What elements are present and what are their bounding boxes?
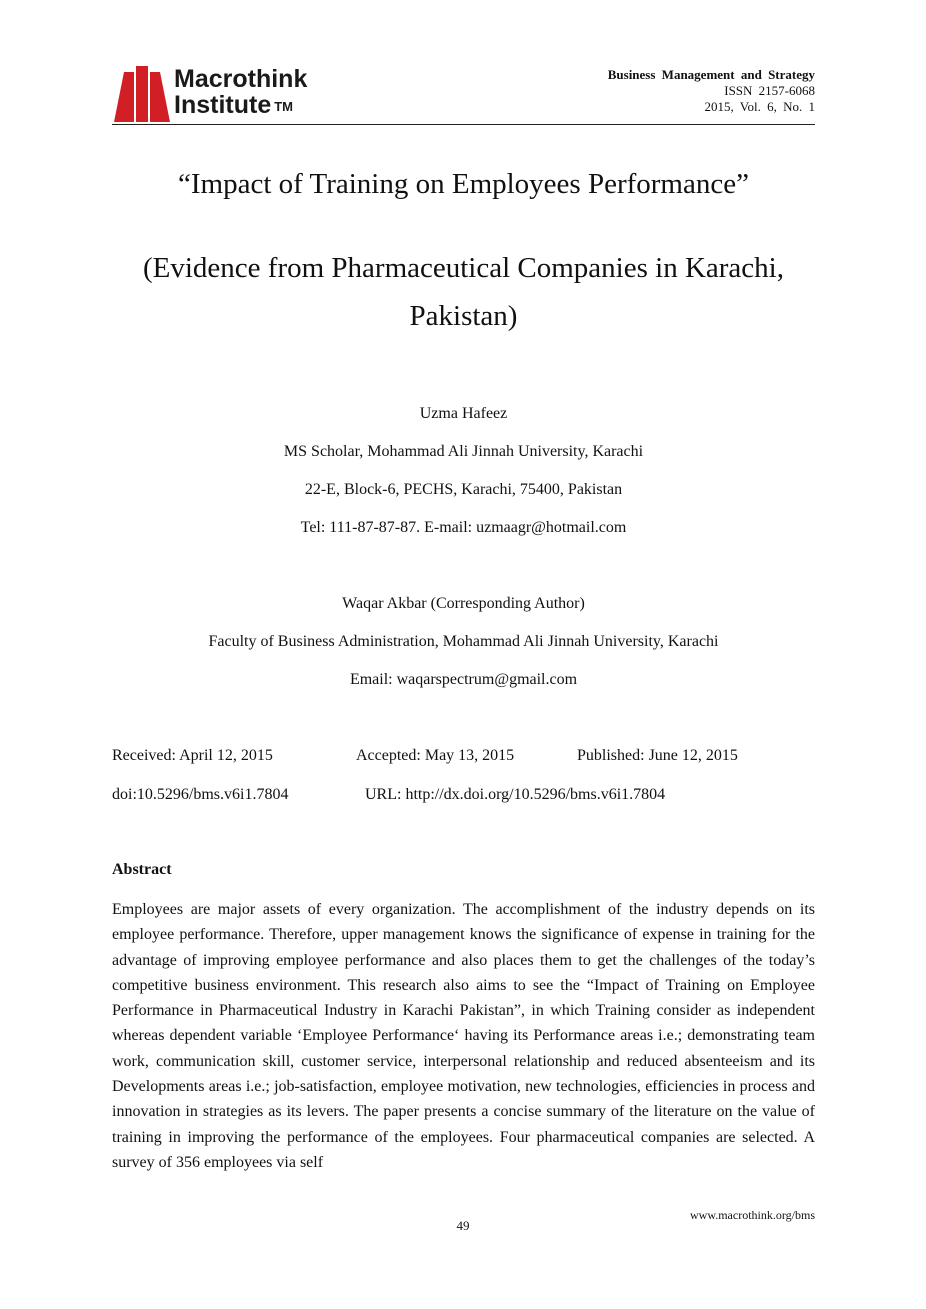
journal-name: Business Management and Strategy [607, 67, 815, 82]
accepted-date: Accepted: May 13, 2015 [356, 747, 515, 764]
paper-title: “Impact of Training on Employees Performance” [178, 168, 749, 200]
paper-subtitle: (Evidence from Pharmaceutical Companies in Karachi, Pakistan) [143, 252, 784, 332]
abstract-text: Employees are major assets of every organization. The accomplishment of the industry depends on its employee performance. Therefore, upper management knows the significance of expense in training for the advantage of improving employee performance and also places them to get the challenges of the today’s competitive business environment. This research also aims to see the “Impact of Training on Employee Performance in Pharmaceutical Industry in Karachi Pakistan”, in which Training consider as independent whereas dependent variable ‘Employee Performance‘ having its Performance areas i.e.; demonstrating team work, communication skill, customer service, interpersonal relationship and reduced absenteeism and its Developments areas i.e.; job-satisfaction, employee motivation, new technologies, efficiencies in process and innovation in strategies as its levers. The paper presents a concise summary of the literature on the value of training in improving the performance of the employees. Four pharmaceutical companies are selected. A survey of 356 employees via self [112, 901, 815, 1171]
doi-url[interactable]: URL: http://dx.doi.org/10.5296/bms.v6i1.7804 [365, 786, 666, 803]
header-divider [112, 124, 815, 125]
doi: doi:10.5296/bms.v6i1.7804 [112, 786, 289, 803]
author-2-affiliation: Faculty of Business Administration, Mohammad Ali Jinnah University, Karachi [208, 633, 719, 650]
author-2-contact: Email: waqarspectrum@gmail.com [349, 671, 578, 688]
published-date: Published: June 12, 2015 [577, 747, 738, 764]
author-1-address: 22-E, Block-6, PECHS, Karachi, 75400, Pakistan [304, 481, 623, 498]
journal-volume: 2015, Vol. 6, No. 1 [704, 99, 815, 114]
logo-line-1: Macrothink [174, 65, 308, 93]
received-date: Received: April 12, 2015 [112, 747, 273, 764]
author-1-contact: Tel: 111-87-87-87. E-mail: uzmaagr@hotmail.com [300, 519, 627, 536]
footer-website[interactable]: www.macrothink.org/bms [690, 1208, 815, 1222]
page-number: 49 [456, 1218, 470, 1233]
journal-issn: ISSN 2157-6068 [724, 83, 815, 98]
author-1-affiliation: MS Scholar, Mohammad Ali Jinnah University, Karachi [283, 443, 644, 460]
publisher-logo [114, 66, 354, 122]
logo-line-2: Institute [174, 91, 272, 119]
journal-info [608, 67, 815, 115]
logo-trademark: TM [274, 99, 293, 114]
author-2-name: Waqar Akbar (Corresponding Author) [342, 595, 585, 612]
abstract-heading: Abstract [112, 861, 172, 878]
author-1-name: Uzma Hafeez [419, 405, 508, 422]
macrothink-m-icon [114, 66, 170, 122]
logo-wordmark [174, 66, 307, 118]
